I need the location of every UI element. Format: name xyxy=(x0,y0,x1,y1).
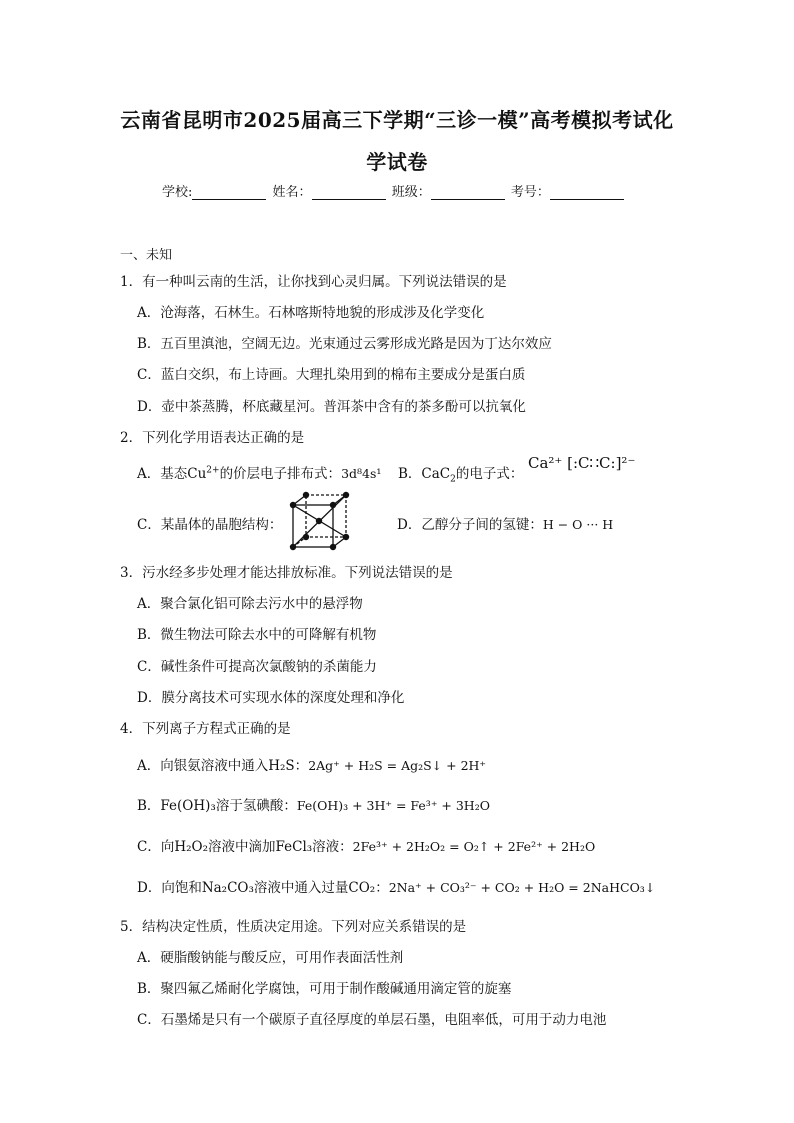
q1-option-a: A．沧海落，石林生。石林喀斯特地貌的形成涉及化学变化 xyxy=(137,305,485,321)
student-info-row xyxy=(162,181,626,200)
class-label: 班级： xyxy=(391,185,431,200)
q4-option-d: D．向饱和Na₂CO₃溶液中通入过量CO₂：2Na⁺ + CO₃²⁻ + CO₂ + H₂O = 2NaHCO₃↓ xyxy=(137,880,656,896)
atom-dot xyxy=(343,492,349,498)
atom-dot xyxy=(330,502,336,508)
q5-stem: 5．结构决定性质，性质决定用途。下列对应关系错误的是 xyxy=(120,919,467,935)
name-label: 姓名： xyxy=(272,185,312,200)
q2-option-c: C．某晶体的晶胞结构： xyxy=(137,517,283,533)
q3-option-c: C．碱性条件可提高次氯酸钠的杀菌能力 xyxy=(137,659,377,675)
atom-dot xyxy=(290,544,296,550)
name-blank[interactable] xyxy=(312,187,386,200)
q4-stem: 4．下列离子方程式正确的是 xyxy=(120,721,291,737)
school-label: 学校: xyxy=(162,185,193,200)
q3-option-a: A．聚合氯化铝可除去污水中的悬浮物 xyxy=(137,596,363,612)
q1-option-c: C．蓝白交织，布上诗画。大理扎染用到的棉布主要成分是蛋白质 xyxy=(137,367,526,383)
atom-dot xyxy=(330,544,336,550)
q2-option-d: D．乙醇分子间的氢键：H − O ··· H xyxy=(397,517,614,533)
atom-dot xyxy=(303,534,309,540)
number-label: 考号： xyxy=(510,185,550,200)
atom-dot xyxy=(343,534,349,540)
q3-option-b: B．微生物法可除去水中的可降解有机物 xyxy=(137,627,377,643)
q4-c-equation: 2Fe³⁺ + 2H₂O₂ = O₂↑ + 2Fe²⁺ + 2H₂O xyxy=(352,839,596,854)
q4-a-equation: 2Ag⁺ + H₂S = Ag₂S↓ + 2H⁺ xyxy=(308,758,487,773)
atom-dot xyxy=(303,492,309,498)
q2-option-a: A．基态$Cu^{2+}$的价层电子排布式：3d⁸4s¹ xyxy=(137,465,382,482)
atom-dot-center xyxy=(316,518,322,524)
q2-stem: 2．下列化学用语表达正确的是 xyxy=(120,430,305,446)
q1-option-b: B．五百里滇池，空阔无边。光束通过云雾形成光路是因为丁达尔效应 xyxy=(137,336,552,352)
q1-option-d: D．壶中茶蒸腾，杯底藏星河。普洱茶中含有的茶多酚可以抗氧化 xyxy=(137,399,526,415)
q5-option-a: A．硬脂酸钠能与酸反应，可用作表面活性剂 xyxy=(137,950,404,966)
q2-a-formula: 3d⁸4s¹ xyxy=(341,466,382,481)
q3-stem: 3．污水经多步处理才能达排放标准。下列说法错误的是 xyxy=(120,565,453,581)
q4-b-equation: Fe(OH)₃ + 3H⁺ = Fe³⁺ + 3H₂O xyxy=(296,798,490,813)
q4-option-b: B．Fe(OH)₃溶于氢碘酸：Fe(OH)₃ + 3H⁺ = Fe³⁺ + 3H₂O xyxy=(137,798,490,814)
school-blank[interactable] xyxy=(192,187,266,200)
q2-b-electron-formula: Ca²⁺ [:C∷C:]²⁻ xyxy=(528,454,636,472)
q4-option-a: A．向银氨溶液中通入H₂S：2Ag⁺ + H₂S = Ag₂S↓ + 2H⁺ xyxy=(137,758,487,774)
exam-title-line2: 学试卷 xyxy=(366,150,428,174)
q1-stem: 1．有一种叫云南的生活，让你找到心灵归属。下列说法错误的是 xyxy=(120,274,507,290)
atom-dot xyxy=(290,502,296,508)
q3-option-d: D．膜分离技术可实现水体的深度处理和净化 xyxy=(137,690,405,706)
q4-d-equation: 2Na⁺ + CO₃²⁻ + CO₂ + H₂O = 2NaHCO₃↓ xyxy=(388,880,656,895)
q4-option-c: C．向H₂O₂溶液中滴加FeCl₃溶液：2Fe³⁺ + 2H₂O₂ = O₂↑ + 2Fe²⁺ + 2H₂O xyxy=(137,839,596,855)
q5-option-b: B．聚四氟乙烯耐化学腐蚀，可用于制作酸碱通用滴定管的旋塞 xyxy=(137,981,512,997)
number-blank[interactable] xyxy=(550,187,624,200)
q2-option-b: B．CaC$_2$的电子式： xyxy=(398,466,524,485)
class-blank[interactable] xyxy=(431,187,505,200)
exam-title-line1: 云南省昆明市2025届高三下学期“三诊一模”高考模拟考试化 xyxy=(120,108,674,132)
q5-option-c: C．石墨烯是只有一个碳原子直径厚度的单层石墨，电阻率低，可用于动力电池 xyxy=(137,1012,607,1028)
q2-d-formula: H − O ··· H xyxy=(542,517,614,532)
section-heading: 一、未知 xyxy=(120,248,173,263)
crystal-cell-diagram xyxy=(289,491,351,551)
